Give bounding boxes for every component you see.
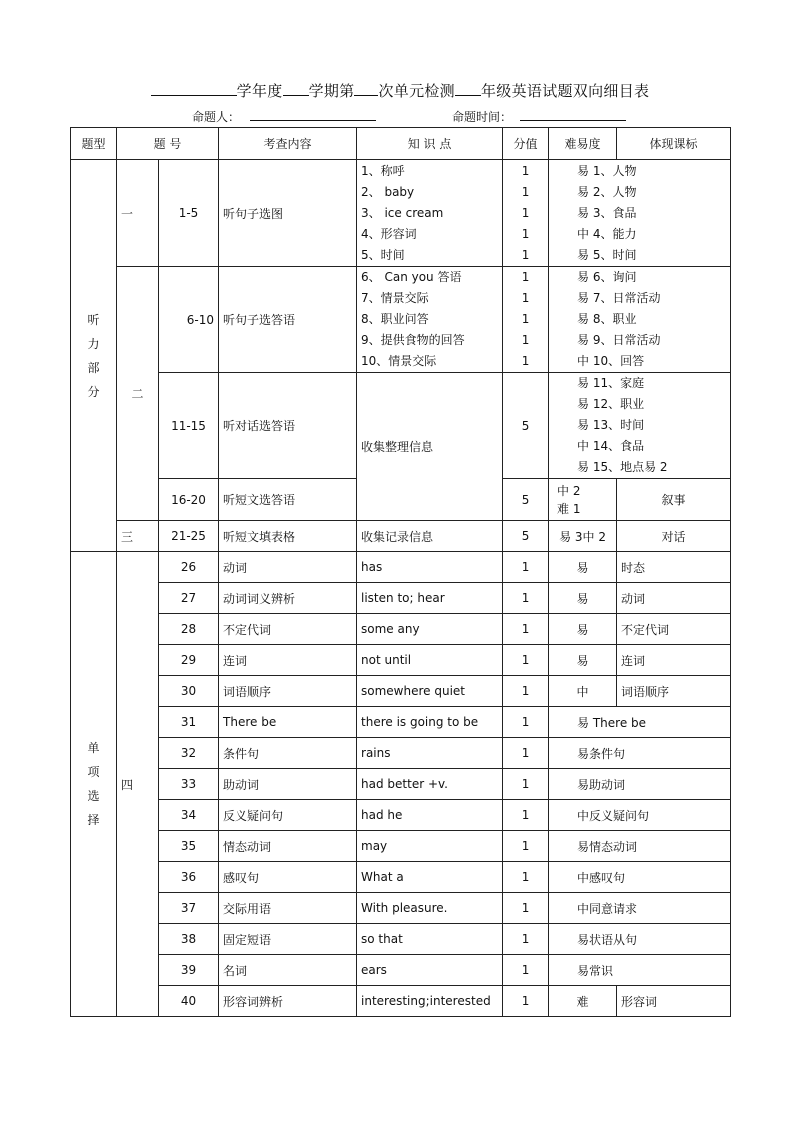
difficulty-item: 易 3、食品 <box>577 205 637 220</box>
difficulty-item: 易 7、日常活动 <box>577 291 661 305</box>
question-range: 1-5 <box>159 160 219 267</box>
header-type: 题型 <box>71 128 117 160</box>
header-row <box>71 128 731 160</box>
table-row <box>71 831 731 862</box>
question-range: 16-20 <box>159 479 219 521</box>
difficulty-cell: 中反义疑问句 <box>549 800 731 831</box>
difficulty-cell: 易条件句 <box>549 738 731 769</box>
question-number: 29 <box>159 645 219 676</box>
difficulty-item: 中 4、能力 <box>577 226 637 241</box>
single-choice-category-cell <box>71 552 117 1017</box>
document-title <box>0 80 800 101</box>
test-content: There be <box>219 707 357 738</box>
section-number: 一 <box>117 160 159 267</box>
semester-blank <box>283 81 309 96</box>
score-item: 1 <box>521 270 530 284</box>
difficulty-cell: 易情态动词 <box>549 831 731 862</box>
difficulty-cell: 易 <box>549 552 617 583</box>
category-char: 单 <box>87 741 100 755</box>
difficulty-cell <box>549 479 617 521</box>
knowledge-point: somewhere quiet <box>357 676 503 707</box>
difficulty-cell: 易 <box>549 583 617 614</box>
table-row <box>71 800 731 831</box>
knowledge-point: may <box>357 831 503 862</box>
score-item: 1 <box>521 291 530 305</box>
table-row <box>71 893 731 924</box>
difficulty-item: 易 12、职业 <box>577 397 645 411</box>
time-blank <box>520 108 626 121</box>
difficulty-item: 易 8、职业 <box>577 312 637 326</box>
test-content: 形容词辨析 <box>219 986 357 1017</box>
listening-section-2a-row <box>71 267 731 373</box>
score-cell: 1 <box>503 769 549 800</box>
header-knowledge: 知 识 点 <box>357 128 503 160</box>
section-number: 三 <box>117 521 159 552</box>
section-number: 四 <box>117 552 159 1017</box>
table-row <box>71 645 731 676</box>
table-row <box>71 707 731 738</box>
knowledge-item: 4、形容词 <box>361 226 417 241</box>
standard-cell: 时态 <box>617 552 731 583</box>
knowledge-item: 5、时间 <box>361 247 405 262</box>
test-content: 听短文填表格 <box>219 521 357 552</box>
difficulty-cell: 难 <box>549 986 617 1017</box>
score-item: 1 <box>521 163 530 178</box>
setter-blank <box>250 108 376 121</box>
knowledge-point: With pleasure. <box>357 893 503 924</box>
score-item: 1 <box>521 312 530 326</box>
test-content: 动词词义辨析 <box>219 583 357 614</box>
test-content: 动词 <box>219 552 357 583</box>
test-content: 听对话选答语 <box>219 373 357 479</box>
test-content: 条件句 <box>219 738 357 769</box>
test-content: 连词 <box>219 645 357 676</box>
knowledge-points <box>357 267 503 373</box>
listening-section-1-row <box>71 160 731 267</box>
knowledge-item: 3、 ice cream <box>361 205 444 220</box>
standard-cell: 不定代词 <box>617 614 731 645</box>
knowledge-point: some any <box>357 614 503 645</box>
score-cell: 1 <box>503 924 549 955</box>
test-content: 名词 <box>219 955 357 986</box>
knowledge-item: 1、称呼 <box>361 163 405 178</box>
title-year-text: 学年度 <box>236 82 283 100</box>
question-range: 6-10 <box>159 267 219 373</box>
scores <box>503 267 549 373</box>
knowledge-item: 2、 baby <box>361 184 415 199</box>
score-cell: 1 <box>503 800 549 831</box>
difficulty-cell: 易 <box>549 614 617 645</box>
category-char: 择 <box>87 813 100 827</box>
table-row <box>71 614 731 645</box>
question-number: 36 <box>159 862 219 893</box>
question-number: 39 <box>159 955 219 986</box>
difficulty-item: 中 2 <box>557 483 581 498</box>
header-number: 题 号 <box>117 128 219 160</box>
knowledge-item: 9、提供食物的回答 <box>361 333 465 347</box>
spec-table <box>70 127 731 1017</box>
listening-category-cell <box>71 160 117 552</box>
knowledge-point: ears <box>357 955 503 986</box>
listening-section-2b-row <box>71 373 731 479</box>
test-content: 助动词 <box>219 769 357 800</box>
standard-cell: 动词 <box>617 583 731 614</box>
knowledge-point: there is going to be <box>357 707 503 738</box>
question-number: 33 <box>159 769 219 800</box>
difficulty-list <box>549 267 731 373</box>
question-number: 28 <box>159 614 219 645</box>
standard-cell: 词语顺序 <box>617 676 731 707</box>
difficulty-list <box>549 160 731 267</box>
question-number: 37 <box>159 893 219 924</box>
knowledge-point: rains <box>357 738 503 769</box>
table-row <box>71 955 731 986</box>
header-standard: 体现课标 <box>617 128 731 160</box>
difficulty-item: 易 15、地点易 2 <box>577 460 668 474</box>
knowledge-point: not until <box>357 645 503 676</box>
score-item: 1 <box>521 205 530 220</box>
difficulty-cell: 易状语从句 <box>549 924 731 955</box>
test-content: 感叹句 <box>219 862 357 893</box>
score-cell: 1 <box>503 738 549 769</box>
score-cell: 1 <box>503 583 549 614</box>
difficulty-cell: 易 <box>549 645 617 676</box>
difficulty-item: 易 9、日常活动 <box>577 333 661 347</box>
test-content: 词语顺序 <box>219 676 357 707</box>
difficulty-item: 易 1、人物 <box>577 163 637 178</box>
table-row <box>71 924 731 955</box>
section-number: 二 <box>117 267 159 521</box>
difficulty-list <box>549 373 731 479</box>
question-number: 31 <box>159 707 219 738</box>
score-cell: 1 <box>503 986 549 1017</box>
test-content: 反义疑问句 <box>219 800 357 831</box>
score-item: 1 <box>521 247 530 262</box>
table-row <box>71 862 731 893</box>
header-difficulty: 难易度 <box>549 128 617 160</box>
question-number: 34 <box>159 800 219 831</box>
time-label: 命题时间： <box>452 110 513 124</box>
test-content: 听句子选图 <box>219 160 357 267</box>
score-cell: 1 <box>503 552 549 583</box>
question-range: 21-25 <box>159 521 219 552</box>
difficulty-item: 中 14、食品 <box>577 439 645 453</box>
year-blank <box>151 81 237 96</box>
score-cell: 5 <box>503 373 549 479</box>
table-row <box>71 583 731 614</box>
difficulty-item: 难 1 <box>557 501 581 516</box>
category-char: 听 <box>87 312 100 327</box>
table-row <box>71 676 731 707</box>
title-grade-text: 年级 <box>481 82 512 100</box>
score-cell: 1 <box>503 893 549 924</box>
standard-cell: 连词 <box>617 645 731 676</box>
listening-section-3-row <box>71 521 731 552</box>
score-cell: 1 <box>503 955 549 986</box>
score-cell: 1 <box>503 676 549 707</box>
knowledge-item: 10、情景交际 <box>361 354 437 368</box>
test-content: 固定短语 <box>219 924 357 955</box>
test-content: 不定代词 <box>219 614 357 645</box>
standard-cell: 对话 <box>617 521 731 552</box>
knowledge-item: 8、职业问答 <box>361 312 429 326</box>
knowledge-point: What a <box>357 862 503 893</box>
difficulty-cell: 易 There be <box>549 707 731 738</box>
table-row <box>71 986 731 1017</box>
knowledge-item: 6、 Can you 答语 <box>361 270 462 284</box>
test-content: 交际用语 <box>219 893 357 924</box>
knowledge-point: so that <box>357 924 503 955</box>
score-item: 1 <box>521 184 530 199</box>
category-char: 部 <box>87 360 100 375</box>
question-number: 32 <box>159 738 219 769</box>
score-cell: 5 <box>503 479 549 521</box>
title-semester-text: 学期第 <box>308 82 355 100</box>
difficulty-cell: 中感叹句 <box>549 862 731 893</box>
score-item: 1 <box>521 226 530 241</box>
difficulty-cell: 中 <box>549 676 617 707</box>
table-row <box>71 769 731 800</box>
question-number: 35 <box>159 831 219 862</box>
header-content: 考查内容 <box>219 128 357 160</box>
difficulty-cell: 易 3中 2 <box>549 521 617 552</box>
standard-cell: 形容词 <box>617 986 731 1017</box>
scores <box>503 160 549 267</box>
knowledge-cell: 收集整理信息 <box>357 373 503 521</box>
question-range: 11-15 <box>159 373 219 479</box>
knowledge-point: has <box>357 552 503 583</box>
score-item: 1 <box>521 333 530 347</box>
score-cell: 1 <box>503 831 549 862</box>
difficulty-item: 中 10、回答 <box>577 354 645 368</box>
score-cell: 5 <box>503 521 549 552</box>
score-cell: 1 <box>503 645 549 676</box>
knowledge-point: interesting;interested <box>357 986 503 1017</box>
category-char: 分 <box>87 384 100 399</box>
difficulty-cell: 中同意请求 <box>549 893 731 924</box>
knowledge-cell: 收集记录信息 <box>357 521 503 552</box>
difficulty-item: 易 11、家庭 <box>577 376 645 390</box>
time-line <box>452 108 626 125</box>
knowledge-point: listen to; hear <box>357 583 503 614</box>
unit-blank <box>354 81 378 96</box>
title-unit-text: 次单元检测 <box>378 82 455 100</box>
difficulty-item: 易 13、时间 <box>577 418 645 432</box>
knowledge-point: had better +v. <box>357 769 503 800</box>
difficulty-item: 易 6、询问 <box>577 270 637 284</box>
table-row <box>71 738 731 769</box>
question-number: 40 <box>159 986 219 1017</box>
test-content: 听短文选答语 <box>219 479 357 521</box>
grade-blank <box>455 81 481 96</box>
difficulty-item: 易 5、时间 <box>577 247 637 262</box>
title-name-text: 英语试题双向细目表 <box>511 82 650 100</box>
category-char: 力 <box>87 336 100 351</box>
standard-cell: 叙事 <box>617 479 731 521</box>
score-cell: 1 <box>503 614 549 645</box>
knowledge-point: had he <box>357 800 503 831</box>
question-number: 27 <box>159 583 219 614</box>
score-item: 1 <box>521 354 530 368</box>
test-content: 听句子选答语 <box>219 267 357 373</box>
knowledge-points <box>357 160 503 267</box>
test-content: 情态动词 <box>219 831 357 862</box>
difficulty-item: 易 2、人物 <box>577 184 637 199</box>
score-cell: 1 <box>503 862 549 893</box>
table-row <box>71 552 731 583</box>
question-number: 30 <box>159 676 219 707</box>
setter-label: 命题人： <box>192 110 241 124</box>
score-cell: 1 <box>503 707 549 738</box>
question-number: 38 <box>159 924 219 955</box>
difficulty-cell: 易常识 <box>549 955 731 986</box>
header-score: 分值 <box>503 128 549 160</box>
difficulty-cell: 易助动词 <box>549 769 731 800</box>
category-char: 选 <box>87 789 100 803</box>
question-number: 26 <box>159 552 219 583</box>
category-char: 项 <box>87 765 100 779</box>
knowledge-item: 7、情景交际 <box>361 291 429 305</box>
setter-line <box>192 108 376 125</box>
